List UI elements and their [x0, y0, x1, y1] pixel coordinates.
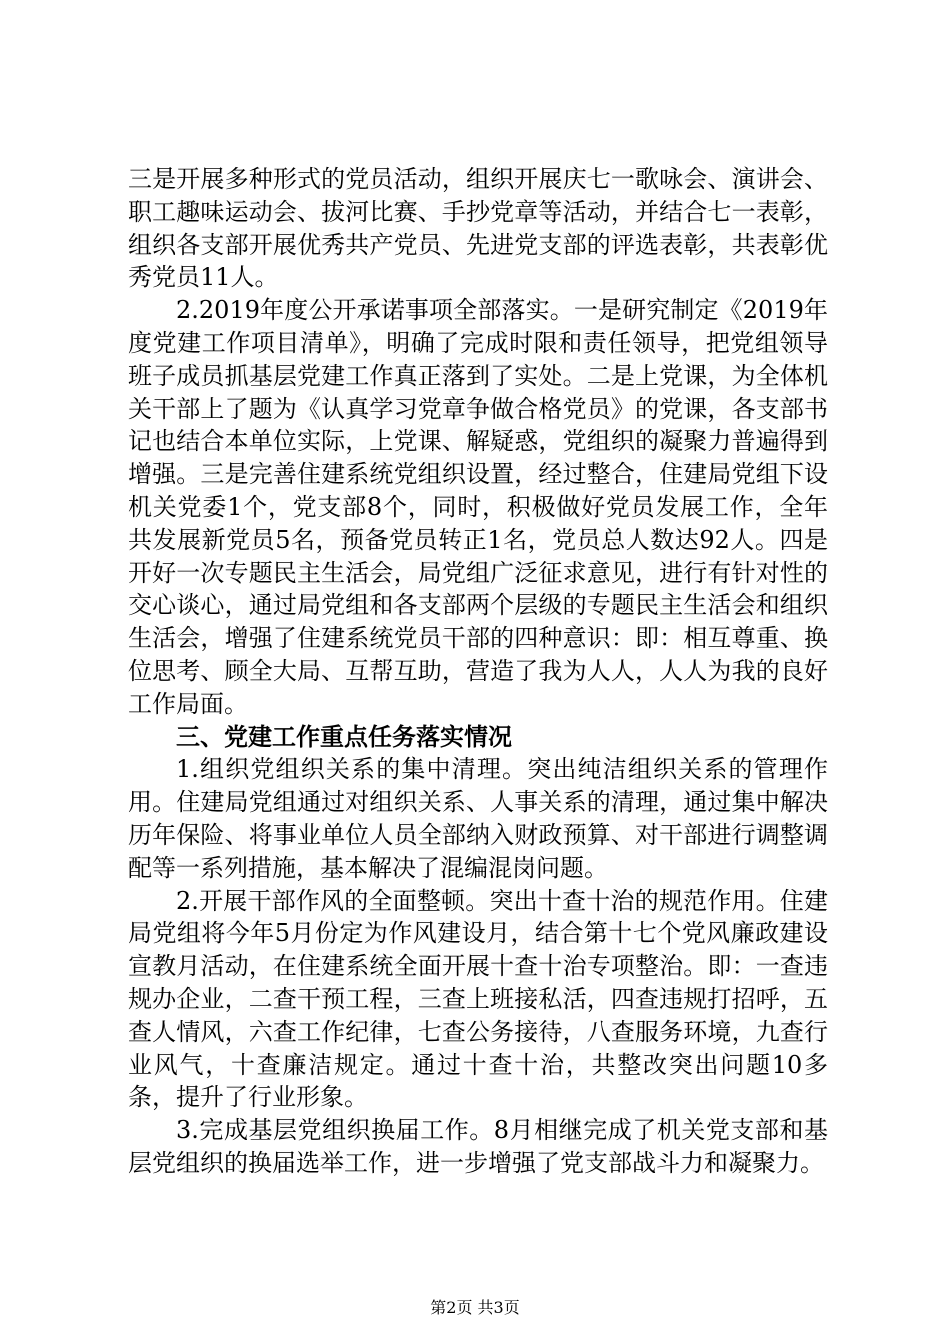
paragraph-organization-cleanup: 1.组织党组织关系的集中清理。突出纯洁组织关系的管理作用。住建局党组通过对组织关系、人事关系的清理，通过集中解决历年保险、将事业单位人员全部纳入财政预算、对干部进行调整调配等一系列措施，基本解决了混编混岗问题。: [128, 755, 828, 882]
paragraph-public-commitments: 2.2019年度公开承诺事项全部落实。一是研究制定《2019年度党建工作项目清单》，明确了完成时限和责任领导，把党组领导班子成员抓基层党建工作真正落到了实处。二是上党课，为全体机关干部上了题为《认真学习党章争做合格党员》的党课，各支部书记也结合本单位实际，上党课、解疑惑，党组织的凝聚力普遍得到增强。三是完善住建系统党组织设置，经过整合，住建局党组下设机关党委1个，党支部8个，同时，积极做好党员发展工作，全年共发展新党员5名，预备党员转正1名，党员总人数达92人。四是开好一次专题民主生活会，局党组广泛征求意见，进行有针对性的交心谈心，通过局党组和各支部两个层级的专题民主生活会和组织生活会，增强了住建系统党员干部的四种意识：即：相互尊重、换位思考、顾全大局、互帮互助，营造了我为人人，人人为我的良好工作局面。: [128, 296, 828, 718]
page-number-footer: 第2页 共3页: [430, 1298, 520, 1317]
document-body: [128, 163, 828, 1180]
paragraph-cadre-rectification: 2.开展干部作风的全面整顿。突出十查十治的规范作用。住建局党组将今年5月份定为作风建设月，结合第十七个党风廉政建设宣教月活动，在住建系统全面开展十查十治专项整治。即：一查违规办企业，二查干预工程，三查上班接私活，四查违规打招呼，五查人情风，六查工作纪律，七查公务接待，八查服务环境，九查行业风气，十查廉洁规定。通过十查十治，共整改突出问题10多条，提升了行业形象。: [128, 886, 828, 1112]
paragraph-party-activities: 三是开展多种形式的党员活动，组织开展庆七一歌咏会、演讲会、职工趣味运动会、拔河比赛、手抄党章等活动，并结合七一表彰，组织各支部开展优秀共产党员、先进党支部的评选表彰，共表彰优秀党员11人。: [128, 165, 828, 292]
paragraph-election-work: 3.完成基层党组织换届工作。8月相继完成了机关党支部和基层党组织的换届选举工作，进一步增强了党支部战斗力和凝聚力。: [128, 1116, 828, 1177]
section-heading: 三、党建工作重点任务落实情况: [176, 721, 512, 751]
